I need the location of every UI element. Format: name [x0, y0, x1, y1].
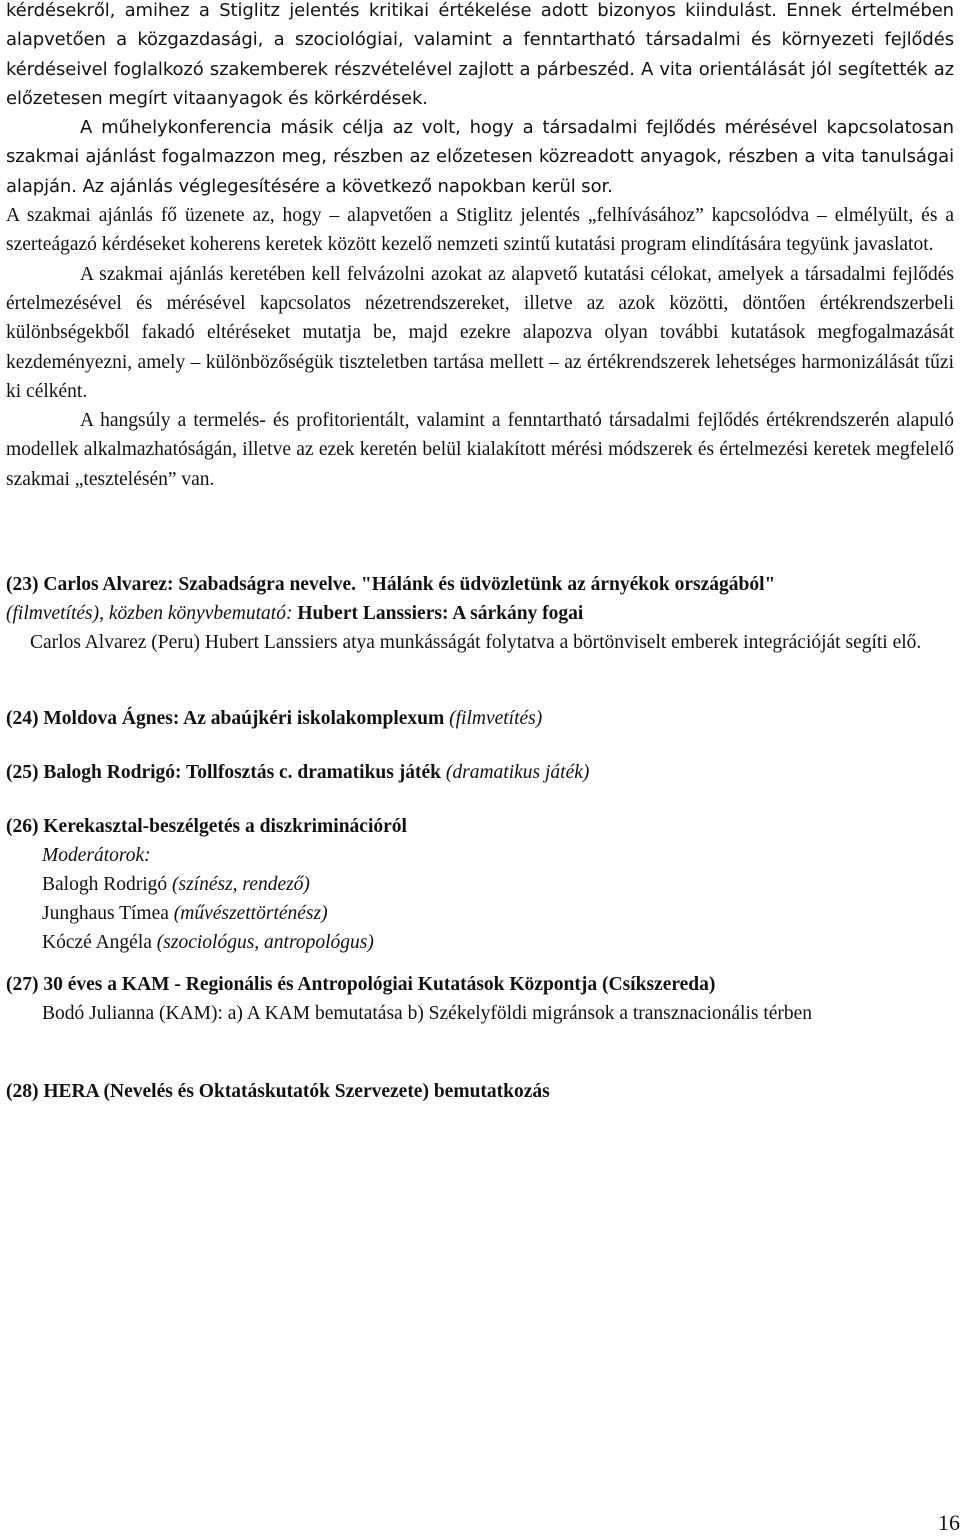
item-number: (28) — [6, 1081, 39, 1102]
person-name: Kóczé Angéla — [42, 932, 152, 953]
moderator-entry — [6, 928, 954, 957]
item-description: Bodó Julianna (KAM): a) A KAM bemutatása b) Székelyföldi migránsok a transznacionális térben — [42, 1003, 813, 1024]
paragraph-5: A hangsúly a termelés- és profitorientált, valamint a fenntartható társadalmi fejlődés értékrendszerén alapuló modellek alkalmazhatóságán, illetve az ezek keretén belül kialakított mérési módszerek és értelmezési keretek megfelelő szakmai „tesztelésén” van. — [6, 410, 954, 490]
moderators-label: Moderátorok: — [42, 845, 151, 866]
moderator-entry — [6, 899, 954, 928]
item-number: (26) — [6, 816, 39, 837]
item-title: Moldova Ágnes: Az abaújkéri iskolakomplexum — [43, 708, 445, 729]
item-title: HERA (Nevelés és Oktatáskutatók Szervezete) bemutatkozás — [43, 1081, 550, 1102]
item-format: (filmvetítés) — [449, 708, 543, 729]
item-format: (filmvetítés), közben könyvbemutató: — [6, 603, 293, 624]
item-title: Carlos Alvarez: Szabadságra nevelve. "Hálánk és üdvözletünk az árnyékok országából" — [43, 574, 776, 595]
item-number: (23) — [6, 574, 39, 595]
intro-section — [6, 0, 954, 494]
person-role: (szociológus, antropológus) — [156, 932, 374, 953]
person-role: (művészettörténész) — [173, 903, 328, 924]
paragraph-4: A szakmai ajánlás keretében kell felvázolni azokat az alapvető kutatási célokat, amelyek a társadalmi fejlődés értelmezésével és mérésével kapcsolatos nézetrendszereket, illetve az azok közötti, döntően értékrendszerbeli különbségekből fakadó eltéréseket mutatja be, majd ezekre alapozva olyan további kutatások megfogalmazását kezdeményezni, amely – különbözőségük tiszteletben tartása mellett – az értékrendszerek lehetséges harmonizálását tűzi ki célként. — [6, 263, 954, 402]
item-title: Kerekasztal-beszélgetés a diszkriminációról — [43, 816, 407, 837]
program-item-27 — [6, 970, 954, 1028]
paragraph-2: A műhelykonferencia másik célja az volt, hogy a társadalmi fejlődés mérésével kapcsolatosan szakmai ajánlást fogalmazzon meg, részben az előzetesen közreadott anyagok, részben a vita tanulságai alapján. Az ajánlás véglegesítésére a következő napokban kerül sor. — [6, 117, 954, 197]
item-number: (27) — [6, 974, 39, 995]
item-title: 30 éves a KAM - Regionális és Antropológiai Kutatások Központja (Csíkszereda) — [43, 974, 716, 995]
item-number: (24) — [6, 708, 39, 729]
paragraph-3: A szakmai ajánlás fő üzenete az, hogy – alapvetően a Stiglitz jelentés „felhívásához” kapcsolódva – elmélyült, és a szerteágazó kérdéseket koherens keretek között kezelő nemzeti szintű kutatási program elindítására tegyünk javaslatot. — [6, 205, 954, 256]
item-description: Carlos Alvarez (Peru) Hubert Lanssiers atya munkásságát folytatva a börtönviselt emberek integrációját segíti elő. — [30, 632, 922, 653]
item-title-2: Hubert Lanssiers: A sárkány fogai — [297, 603, 584, 624]
item-title: Balogh Rodrigó: Tollfosztás c. dramatikus játék — [43, 762, 441, 783]
person-name: Junghaus Tímea — [42, 903, 169, 924]
paragraph-1: kérdésekről, amihez a Stiglitz jelentés kritikai értékelése adott bizonyos kiindulást. Ennek értelmében alapvetően a közgazdasági, a szociológiai, valamint a fenntartható társadalmi és környezeti fejlődés kérdéseivel foglalkozó szakemberek részvételével zajlott a párbeszéd. A vita orientálását jól segítették az előzetesen megírt vitaanyagok és körkérdések. — [6, 0, 954, 109]
program-item-24 — [6, 704, 954, 733]
program-item-25 — [6, 758, 954, 787]
item-format: (dramatikus játék) — [445, 762, 590, 783]
program-item-23 — [6, 570, 954, 657]
moderator-entry — [6, 870, 954, 899]
person-name: Balogh Rodrigó — [42, 874, 168, 895]
program-item-26 — [6, 812, 954, 957]
program-item-28 — [6, 1077, 954, 1106]
person-role: (színész, rendező) — [172, 874, 310, 895]
item-number: (25) — [6, 762, 39, 783]
page-number: 16 — [938, 1510, 960, 1535]
